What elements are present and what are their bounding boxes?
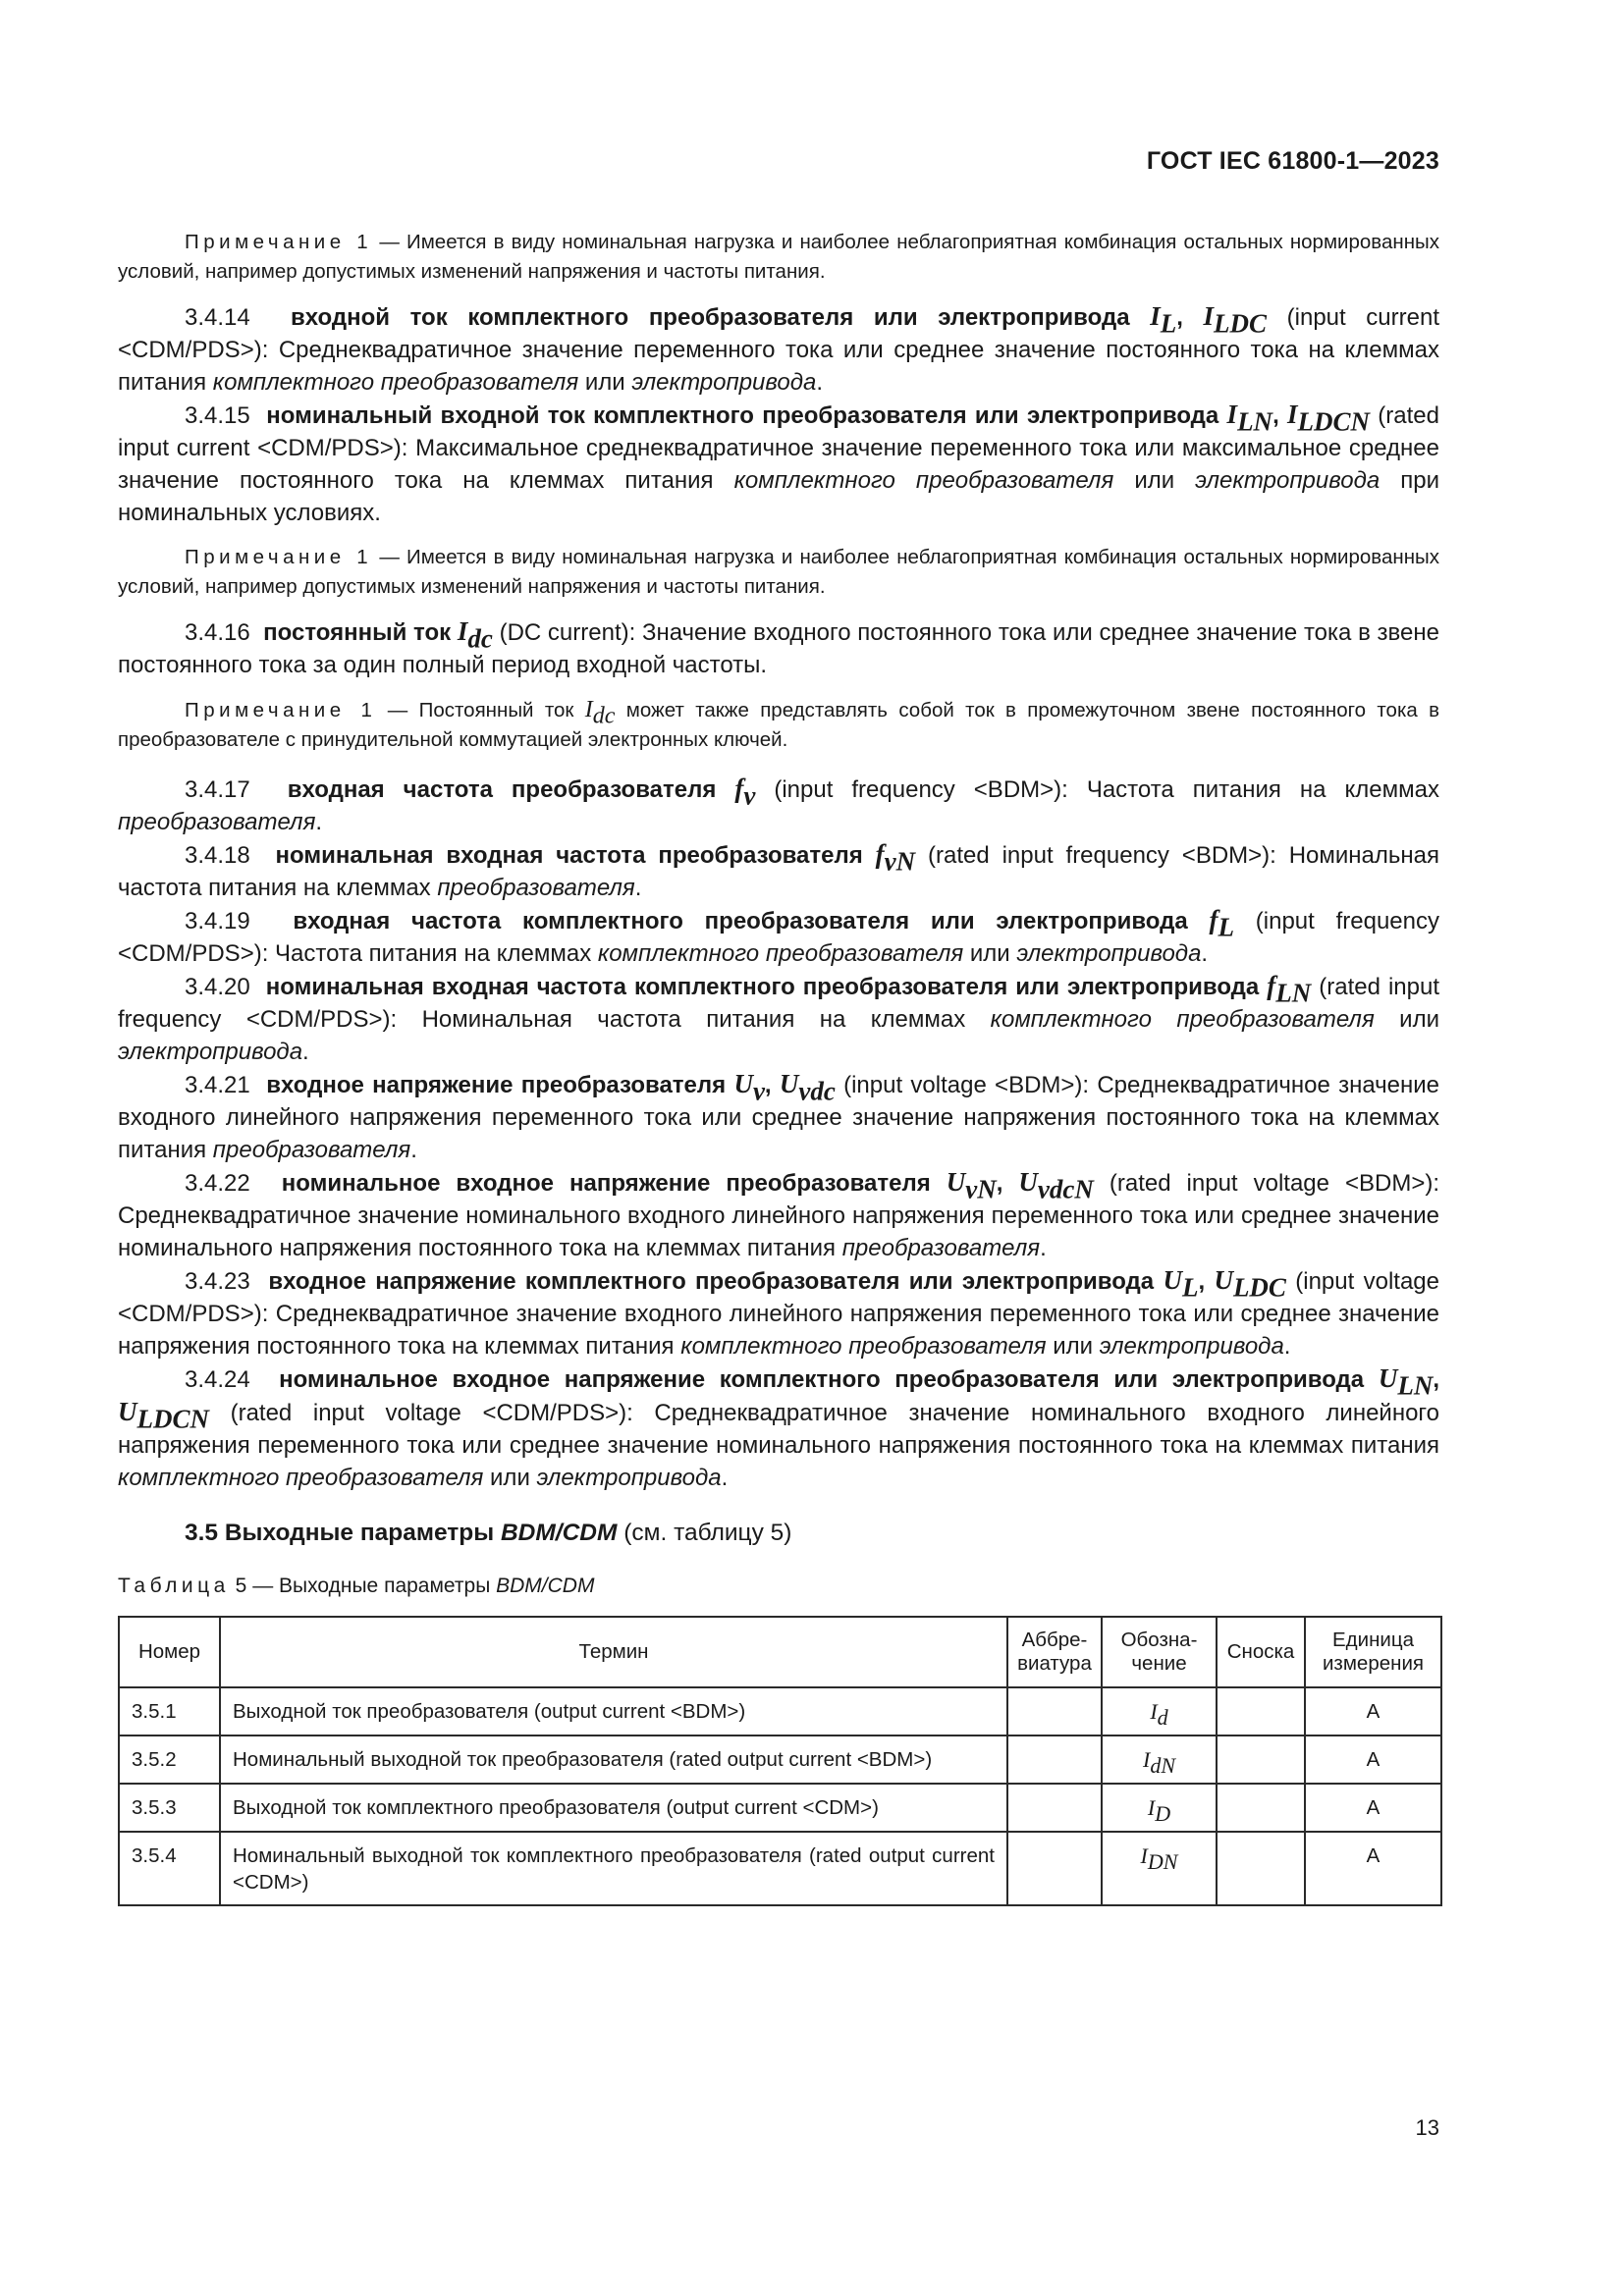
document-body [118,224,1439,1906]
table-caption: Таблица 5 — Выходные параметры BDM/CDM [118,1575,595,1597]
column-header: Термин [220,1617,1007,1687]
term-3-4-24: 3.4.24 номинальное входное напряжение комплектного преобразователя или электропривода $U_{LN}$, $U_{LDCN}$ (rated input voltage <CDM/PDS>): Среднеквадратичное значение номинального входного линейного напряжения переменного тока или среднее значение номинального напряжения постоянного тока на клеммах питания комплектного преобразователя или электропривода. [118,1363,1439,1491]
table-row [119,1735,1441,1784]
table-row [119,1784,1441,1832]
term-3-4-22: 3.4.22 номинальное входное напряжение преобразователя $U_{vN}$, $U_{vdcN}$ (rated input voltage <BDM>): Среднеквадратичное значение номинального входного линейного напряжения переменного тока или среднее значение номинального напряжения постоянного тока на клеммах питания преобразователя. [118,1167,1440,1261]
column-header: Обозна-чение [1102,1617,1217,1687]
table-header-row [119,1617,1441,1687]
row-symbol: $I_{dN}$ [1102,1735,1217,1784]
column-header: Номер [119,1617,220,1687]
row-footnote [1217,1832,1305,1905]
term-3-4-21: 3.4.21 входное напряжение преобразователя $U_v$, $U_{vdc}$ (input voltage <BDM>): Среднеквадратичное значение входного линейного напряжения переменного тока или среднее значение напряжения постоянного тока на клеммах питания преобразователя. [118,1069,1440,1163]
note: Примечание 1 — Имеется в виду номинальная нагрузка и наиболее неблагоприятная комбинация остальных нормированных условий, например допустимых изменений напряжения и частоты питания. [118,546,1439,598]
term-3-4-15: 3.4.15 номинальный входной ток комплектного преобразователя или электропривода $I_{LN}$, $I_{LDCN}$ (rated input current <CDM/PDS>): Максимальное среднеквадратичное значение переменного тока или максимальное среднее значение постоянного тока на клеммах питания комплектного преобразователя или электропривода при номинальных условиях. [118,400,1439,526]
row-term: Номинальный выходной ток преобразователя (rated output current <BDM>) [220,1735,1007,1784]
table-row [119,1832,1441,1905]
term-3-4-18: 3.4.18 номинальная входная частота преобразователя $f_{vN}$ (rated input frequency <BDM>): Номинальная частота питания на клеммах преобразователя. [118,839,1439,901]
row-unit: A [1305,1784,1441,1832]
row-symbol: $I_d$ [1102,1687,1217,1735]
section-heading: 3.5 Выходные параметры BDM/CDM (см. таблицу 5) [185,1520,792,1546]
row-term: Выходной ток комплектного преобразователя (output current <CDM>) [220,1784,1007,1832]
term-3-4-20: 3.4.20 номинальная входная частота комплектного преобразователя или электропривода $f_{LN}$ (rated input frequency <CDM/PDS>): Номинальная частота питания на клеммах комплектного преобразователя или электропривода. [118,971,1440,1065]
row-number: 3.5.1 [119,1687,220,1735]
row-abbreviation [1007,1687,1102,1735]
row-abbreviation [1007,1784,1102,1832]
term-3-4-19: 3.4.19 входная частота комплектного преобразователя или электропривода $f_L$ (input frequency <CDM/PDS>): Частота питания на клеммах комплектного преобразователя или электропривода. [118,905,1440,967]
term-3-4-17: 3.4.17 входная частота преобразователя $f_v$ (input frequency <BDM>): Частота питания на клеммах преобразователя. [118,774,1439,835]
column-header: Аббре-виатура [1007,1617,1102,1687]
column-header: Сноска [1217,1617,1305,1687]
row-unit: A [1305,1832,1441,1905]
row-number: 3.5.2 [119,1735,220,1784]
row-abbreviation [1007,1735,1102,1784]
term-3-4-16: 3.4.16 постоянный ток $I_{dc}$ (DC current): Значение входного постоянного тока или среднее значение тока в звене постоянного тока за один полный период входной частоты. [118,616,1439,678]
row-unit: A [1305,1687,1441,1735]
note: Примечание 1 — Имеется в виду номинальная нагрузка и наиболее неблагоприятная комбинация остальных нормированных условий, например допустимых изменений напряжения и частоты питания. [118,231,1439,283]
row-symbol: $I_{DN}$ [1102,1832,1217,1905]
row-footnote [1217,1735,1305,1784]
row-symbol: $I_D$ [1102,1784,1217,1832]
row-number: 3.5.4 [119,1832,220,1905]
column-header: Единица измерения [1305,1617,1441,1687]
note: Примечание 1 — Постоянный ток $I_{dc}$ может также представлять собой ток в промежуточном звене постоянного тока в преобразователе с принудительной коммутацией электронных ключей. [118,697,1440,751]
row-unit: A [1305,1735,1441,1784]
table-row [119,1687,1441,1735]
row-term: Выходной ток преобразователя (output current <BDM>) [220,1687,1007,1735]
term-3-4-23: 3.4.23 входное напряжение комплектного преобразователя или электропривода $U_L$, $U_{LDC}$ (input voltage <CDM/PDS>): Среднеквадратичное значение входного линейного напряжения переменного тока или среднее значение напряжения постоянного тока на клеммах питания комплектного преобразователя или электропривода. [118,1265,1439,1360]
row-footnote [1217,1784,1305,1832]
page-number: 13 [1415,2115,1439,2140]
row-term: Номинальный выходной ток комплектного преобразователя (rated output current <CDM>) [220,1832,1007,1905]
row-footnote [1217,1687,1305,1735]
output-parameters-table [118,1616,1442,1906]
row-abbreviation [1007,1832,1102,1905]
row-number: 3.5.3 [119,1784,220,1832]
document-id: ГОСТ IEC 61800-1—2023 [1146,147,1439,175]
term-3-4-14: 3.4.14 входной ток комплектного преобразователя или электропривода $I_L$, $I_{LDC}$ (input current <CDM/PDS>): Среднеквадратичное значение переменного тока или среднее значение постоянного тока на клеммах питания комплектного преобразователя или электропривода. [118,301,1440,396]
